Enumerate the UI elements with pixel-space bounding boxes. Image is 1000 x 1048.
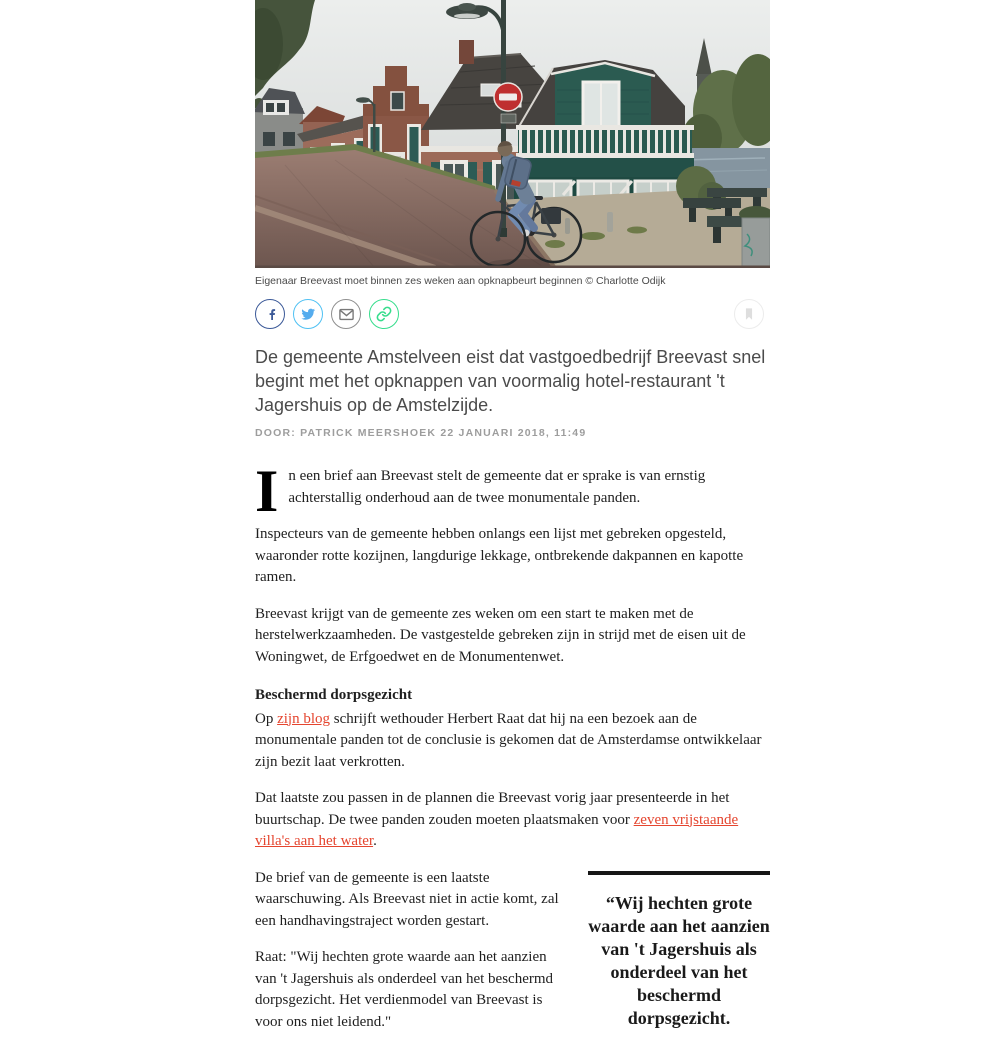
paragraph-text: schrijft wethouder Herbert Raat dat hij na een bezoek aan de monumentale panden tot de conclusie is gekomen dat de Amsterdamse ontwikkelaar zijn bezit laat verkrotten. [255,710,762,770]
paragraph [255,788,770,853]
paragraph: Raat: "Wij hechten grote waarde aan het aanzien van 't Jagershuis als onderdeel van het beschermd dorpsgezicht. Het verdienmodel van Breevast is voor ons niet leidend." [255,949,554,1030]
pull-quote [588,871,770,1030]
paragraph: Inspecteurs van de gemeente hebben onlangs een lijst met gebreken opgesteld, waaronder rotte kozijnen, langdurige lekkage, ontbrekende dakpannen en kapotte ramen. [255,526,744,585]
paragraph: De brief van de gemeente is een laatste waarschuwing. Als Breevast niet in actie komt, zal een handhavingstraject worden gestart. [255,869,559,929]
pull-quote-text: “Wij hechten grote waarde aan het aanzien van 't Jagershuis als onderdeel van het beschermd dorpsgezicht. [588,892,770,1028]
bookmark-button[interactable] [734,299,764,329]
article-photo [255,0,770,268]
subheading: Beschermd dorpsgezicht [255,687,413,703]
quote-flow [255,868,770,1034]
paragraph-text: Op [255,710,278,727]
twitter-share-button[interactable] [293,299,323,329]
drop-cap: I [255,458,279,524]
paragraph-text: . [373,833,377,849]
photo-caption: Eigenaar Breevast moet binnen zes weken aan opknapbeurt beginnen © Charlotte Odijk [255,275,666,287]
paragraph [255,709,770,774]
article-intro: De gemeente Amstelveen eist dat vastgoedbedrijf Breevast snel begint met het opknappen van voormalig hotel-restaurant 't Jagershuis op de Amstelzijde. [255,347,766,415]
paragraph-text: Dat laatste zou passen in de plannen die Breevast vorig jaar presenteerde in het buurtschap. De twee panden zouden moeten plaatsmaken voor [255,790,730,828]
copy-link-button[interactable] [369,299,399,329]
byline: DOOR: PATRICK MEERSHOEK 22 JANUARI 2018, 11:49 [255,427,587,439]
article-column [255,0,770,1048]
paragraph: Breevast krijgt van de gemeente zes weken om een start te maken met de herstelwerkzaamheden. De vastgestelde gebreken zijn in strijd met de eisen uit de Woningwet, de Erfgoedwet en de Monumentenwet. [255,605,746,665]
villas-link[interactable]: zeven vrijstaande villa's aan het water [255,811,739,849]
facebook-icon [262,306,278,322]
link-icon [376,306,392,322]
paragraph [255,458,770,524]
email-icon [338,306,355,323]
email-share-button[interactable] [331,299,361,329]
article-body [255,458,770,1033]
facebook-share-button[interactable] [255,299,285,329]
twitter-icon [300,306,316,322]
paragraph-text: n een brief aan Breevast stelt de gemeente dat er sprake is van ernstig achterstallig onderhoud aan de twee monumentale panden. [288,468,706,506]
share-row [255,298,770,330]
blog-link[interactable]: zijn blog [277,710,331,727]
article-photo-figure [255,0,770,287]
bookmark-icon [742,307,756,321]
